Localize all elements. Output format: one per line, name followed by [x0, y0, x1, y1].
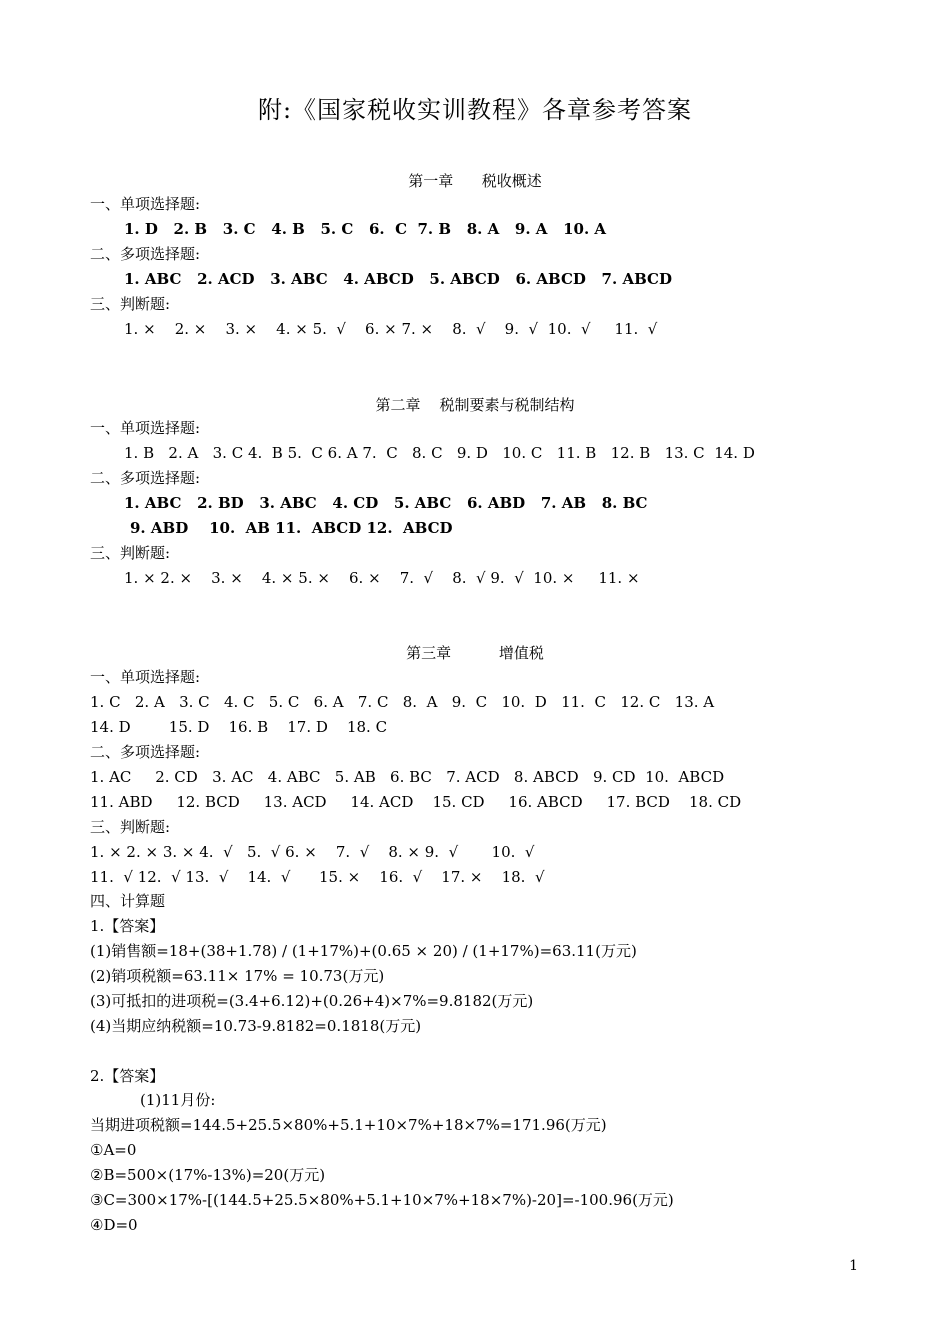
chapter1-multi-choice-answers: 1. ABC 2. ACD 3. ABC 4. ABCD 5. ABCD 6. ABCD 7. ABCD	[124, 270, 672, 288]
chapter2-true-false-answers: 1. × 2. × 3. × 4. × 5. × 6. × 7. √ 8. √ 9. √ 10. × 11. ×	[124, 569, 640, 587]
chapter3-multi-choice-answers-2: 11. ABD 12. BCD 13. ACD 14. ACD 15. CD 16. ABCD 17. BCD 18. CD	[90, 793, 742, 811]
q1-step-4: (4)当期应纳税额=10.73-9.8182=0.1818(万元)	[90, 1017, 422, 1035]
q2-step-5: ③C=300×17%-[(144.5+25.5×80%+5.1+10×7%+18×7%)-20]=-100.96(万元)	[90, 1191, 674, 1209]
chapter2-heading: 第二章 税制要素与税制结构	[375, 396, 575, 414]
chapter1-true-false-label: 三、判断题:	[90, 295, 171, 313]
chapter3-true-false-label: 三、判断题:	[90, 818, 171, 836]
q2-step-1: (1)11月份:	[140, 1091, 216, 1109]
q2-step-6: ④D=0	[90, 1216, 138, 1234]
chapter1-heading: 第一章 税收概述	[408, 172, 542, 190]
chapter1-single-choice-answers: 1. D 2. B 3. C 4. B 5. C 6. C 7. B 8. A 9. A 10. A	[124, 220, 607, 238]
chapter3-single-choice-label: 一、单项选择题:	[90, 668, 201, 686]
chapter3-single-choice-answers-1: 1. C 2. A 3. C 4. C 5. C 6. A 7. C 8. A 9. C 10. D 11. C 12. C 13. A	[90, 693, 715, 711]
chapter2-single-choice-label: 一、单项选择题:	[90, 419, 201, 437]
page-title: 附:《国家税收实训教程》各章参考答案	[257, 96, 693, 124]
q2-step-4: ②B=500×(17%-13%)=20(万元)	[90, 1166, 326, 1184]
chapter1-true-false-answers: 1. × 2. × 3. × 4. × 5. √ 6. × 7. × 8. √ 9. √ 10. √ 11. √	[124, 320, 658, 338]
q2-step-3: ①A=0	[90, 1141, 137, 1159]
chapter2-single-choice-answers: 1. B 2. A 3. C 4. B 5. C 6. A 7. C 8. C 9. D 10. C 11. B 12. B 13. C 14. D	[124, 444, 755, 462]
chapter2-multi-choice-answers-1: 1. ABC 2. BD 3. ABC 4. CD 5. ABC 6. ABD 7. AB 8. BC	[124, 494, 648, 512]
chapter3-multi-choice-label: 二、多项选择题:	[90, 743, 201, 761]
chapter3-single-choice-answers-2: 14. D 15. D 16. B 17. D 18. C	[90, 718, 388, 736]
q1-step-3: (3)可抵扣的进项税=(3.4+6.12)+(0.26+4)×7%=9.8182(万元)	[90, 992, 534, 1010]
chapter3-heading: 第三章 增值税	[406, 644, 544, 662]
q1-answer-label: 1.【答案】	[90, 917, 165, 935]
chapter3-calculation-label: 四、计算题	[90, 892, 166, 910]
chapter3-true-false-answers-2: 11. √ 12. √ 13. √ 14. √ 15. × 16. √ 17. × 18. √	[90, 868, 545, 886]
chapter2-true-false-label: 三、判断题:	[90, 544, 171, 562]
chapter2-multi-choice-label: 二、多项选择题:	[90, 469, 201, 487]
page-number: 1	[849, 1258, 858, 1274]
chapter1-single-choice-label: 一、单项选择题:	[90, 195, 201, 213]
chapter1-multi-choice-label: 二、多项选择题:	[90, 245, 201, 263]
q2-step-2: 当期进项税额=144.5+25.5×80%+5.1+10×7%+18×7%=171.96(万元)	[90, 1116, 607, 1134]
chapter3-multi-choice-answers-1: 1. AC 2. CD 3. AC 4. ABC 5. AB 6. BC 7. ACD 8. ABCD 9. CD 10. ABCD	[90, 768, 725, 786]
chapter2-multi-choice-answers-2: 9. ABD 10. AB 11. ABCD 12. ABCD	[130, 519, 453, 537]
q2-answer-label: 2.【答案】	[90, 1067, 165, 1085]
q1-step-1: (1)销售额=18+(38+1.78) / (1+17%)+(0.65 × 20) / (1+17%)=63.11(万元)	[90, 942, 637, 960]
q1-step-2: (2)销项税额=63.11× 17% = 10.73(万元)	[90, 967, 385, 985]
chapter3-true-false-answers-1: 1. × 2. × 3. × 4. √ 5. √ 6. × 7. √ 8. × 9. √ 10. √	[90, 843, 535, 861]
